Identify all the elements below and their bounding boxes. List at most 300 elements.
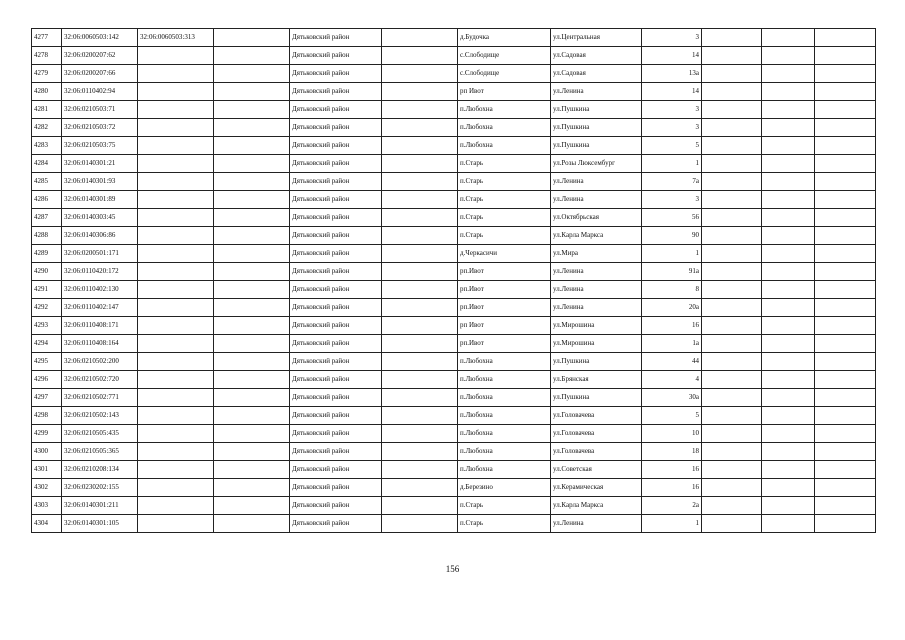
empty-cell [702,515,762,533]
street-cell: ул.Ленина [551,299,642,317]
empty-cell [702,317,762,335]
empty-cell [815,443,876,461]
empty-cell [382,137,458,155]
empty-cell [702,155,762,173]
house-number-cell: 56 [642,209,702,227]
empty-cell [815,101,876,119]
cadastral-number-cell: 32:06:0210505:435 [62,425,138,443]
empty-cell [382,371,458,389]
parent-cadastral-number-cell [138,47,214,65]
street-cell: ул.Октябрьская [551,209,642,227]
row-number-cell: 4293 [32,317,62,335]
empty-cell [214,227,290,245]
empty-cell [762,479,815,497]
empty-cell [702,101,762,119]
cadastral-number-cell: 32:06:0110402:94 [62,83,138,101]
empty-cell [815,317,876,335]
district-cell: Дятьковский район [290,515,382,533]
settlement-cell: с.Слободище [458,65,551,83]
empty-cell [702,245,762,263]
table-row [32,263,876,281]
district-cell: Дятьковский район [290,29,382,47]
cadastral-number-cell: 32:06:0110408:171 [62,317,138,335]
street-cell: ул.Головачева [551,425,642,443]
empty-cell [815,173,876,191]
settlement-cell: рп Ивот [458,83,551,101]
empty-cell [815,65,876,83]
parent-cadastral-number-cell: 32:06:0060503:313 [138,29,214,47]
house-number-cell: 10 [642,425,702,443]
empty-cell [815,425,876,443]
house-number-cell: 1а [642,335,702,353]
street-cell: ул.Центральная [551,29,642,47]
empty-cell [702,47,762,65]
row-number-cell: 4297 [32,389,62,407]
row-number-cell: 4300 [32,443,62,461]
empty-cell [214,173,290,191]
parent-cadastral-number-cell [138,425,214,443]
settlement-cell: д.Черкасичи [458,245,551,263]
street-cell: ул.Ленина [551,173,642,191]
empty-cell [762,101,815,119]
empty-cell [382,65,458,83]
table-row [32,335,876,353]
empty-cell [382,335,458,353]
street-cell: ул.Головачева [551,443,642,461]
empty-cell [815,515,876,533]
settlement-cell: рп.Ивот [458,335,551,353]
empty-cell [382,299,458,317]
street-cell: ул.Пушкина [551,119,642,137]
settlement-cell: п.Любохна [458,371,551,389]
cadastral-number-cell: 32:06:0140301:211 [62,497,138,515]
house-number-cell: 30а [642,389,702,407]
empty-cell [382,245,458,263]
settlement-cell: п.Старь [458,191,551,209]
row-number-cell: 4292 [32,299,62,317]
district-cell: Дятьковский район [290,443,382,461]
empty-cell [702,83,762,101]
district-cell: Дятьковский район [290,65,382,83]
cadastral-number-cell: 32:06:0200501:171 [62,245,138,263]
street-cell: ул.Керамическая [551,479,642,497]
street-cell: ул.Брянская [551,371,642,389]
empty-cell [815,209,876,227]
parent-cadastral-number-cell [138,155,214,173]
empty-cell [815,29,876,47]
empty-cell [214,461,290,479]
parent-cadastral-number-cell [138,173,214,191]
empty-cell [382,173,458,191]
row-number-cell: 4289 [32,245,62,263]
parent-cadastral-number-cell [138,389,214,407]
empty-cell [702,497,762,515]
district-cell: Дятьковский район [290,227,382,245]
empty-cell [382,83,458,101]
parent-cadastral-number-cell [138,479,214,497]
parent-cadastral-number-cell [138,497,214,515]
table-row [32,245,876,263]
table-row [32,425,876,443]
settlement-cell: п.Старь [458,173,551,191]
district-cell: Дятьковский район [290,209,382,227]
street-cell: ул.Пушкина [551,389,642,407]
empty-cell [702,173,762,191]
table-row [32,29,876,47]
row-number-cell: 4303 [32,497,62,515]
empty-cell [382,281,458,299]
registry-table-body [32,29,876,533]
street-cell: ул.Ленина [551,281,642,299]
cadastral-number-cell: 32:06:0210208:134 [62,461,138,479]
house-number-cell: 3 [642,119,702,137]
page-number: 156 [445,564,460,574]
parent-cadastral-number-cell [138,83,214,101]
row-number-cell: 4298 [32,407,62,425]
row-number-cell: 4284 [32,155,62,173]
row-number-cell: 4294 [32,335,62,353]
parent-cadastral-number-cell [138,461,214,479]
empty-cell [762,407,815,425]
empty-cell [382,497,458,515]
row-number-cell: 4277 [32,29,62,47]
street-cell: ул.Пушкина [551,353,642,371]
table-row [32,353,876,371]
house-number-cell: 90 [642,227,702,245]
cadastral-number-cell: 32:06:0210503:71 [62,101,138,119]
settlement-cell: д.Будочка [458,29,551,47]
empty-cell [815,371,876,389]
district-cell: Дятьковский район [290,389,382,407]
empty-cell [762,65,815,83]
empty-cell [214,65,290,83]
empty-cell [762,443,815,461]
settlement-cell: п.Любохна [458,137,551,155]
empty-cell [702,137,762,155]
district-cell: Дятьковский район [290,155,382,173]
parent-cadastral-number-cell [138,263,214,281]
table-row [32,209,876,227]
row-number-cell: 4281 [32,101,62,119]
district-cell: Дятьковский район [290,83,382,101]
empty-cell [214,353,290,371]
empty-cell [214,137,290,155]
empty-cell [815,83,876,101]
empty-cell [702,335,762,353]
house-number-cell: 5 [642,407,702,425]
cadastral-number-cell: 32:06:0230202:155 [62,479,138,497]
parent-cadastral-number-cell [138,407,214,425]
empty-cell [214,191,290,209]
empty-cell [702,425,762,443]
cadastral-number-cell: 32:06:0140301:89 [62,191,138,209]
street-cell: ул.Розы Люксембург [551,155,642,173]
parent-cadastral-number-cell [138,317,214,335]
empty-cell [815,155,876,173]
table-row [32,101,876,119]
empty-cell [214,83,290,101]
settlement-cell: п.Старь [458,209,551,227]
house-number-cell: 3 [642,191,702,209]
table-row [32,281,876,299]
district-cell: Дятьковский район [290,479,382,497]
empty-cell [702,29,762,47]
house-number-cell: 44 [642,353,702,371]
street-cell: ул.Карла Маркса [551,497,642,515]
empty-cell [702,371,762,389]
empty-cell [762,209,815,227]
empty-cell [702,119,762,137]
table-row [32,227,876,245]
empty-cell [214,497,290,515]
empty-cell [214,299,290,317]
row-number-cell: 4279 [32,65,62,83]
cadastral-number-cell: 32:06:0060503:142 [62,29,138,47]
empty-cell [762,335,815,353]
settlement-cell: рп.Ивот [458,299,551,317]
district-cell: Дятьковский район [290,47,382,65]
street-cell: ул.Мирошина [551,335,642,353]
empty-cell [815,335,876,353]
settlement-cell: рп Ивот [458,317,551,335]
empty-cell [702,65,762,83]
cadastral-number-cell: 32:06:0200207:66 [62,65,138,83]
house-number-cell: 2а [642,497,702,515]
empty-cell [702,191,762,209]
empty-cell [702,227,762,245]
row-number-cell: 4291 [32,281,62,299]
street-cell: ул.Ленина [551,263,642,281]
empty-cell [762,461,815,479]
empty-cell [214,281,290,299]
table-row [32,515,876,533]
table-row [32,389,876,407]
house-number-cell: 5 [642,137,702,155]
empty-cell [214,425,290,443]
settlement-cell: п.Старь [458,155,551,173]
street-cell: ул.Пушкина [551,137,642,155]
row-number-cell: 4280 [32,83,62,101]
empty-cell [815,227,876,245]
empty-cell [815,119,876,137]
parent-cadastral-number-cell [138,443,214,461]
settlement-cell: п.Любохна [458,407,551,425]
house-number-cell: 16 [642,461,702,479]
cadastral-number-cell: 32:06:0110408:164 [62,335,138,353]
house-number-cell: 18 [642,443,702,461]
empty-cell [762,29,815,47]
empty-cell [702,389,762,407]
district-cell: Дятьковский район [290,173,382,191]
empty-cell [702,443,762,461]
district-cell: Дятьковский район [290,191,382,209]
parent-cadastral-number-cell [138,335,214,353]
settlement-cell: п.Любохна [458,119,551,137]
table-row [32,443,876,461]
empty-cell [382,389,458,407]
cadastral-number-cell: 32:06:0140301:21 [62,155,138,173]
street-cell: ул.Головачева [551,407,642,425]
parent-cadastral-number-cell [138,209,214,227]
empty-cell [382,461,458,479]
empty-cell [214,443,290,461]
empty-cell [214,101,290,119]
cadastral-number-cell: 32:06:0140301:93 [62,173,138,191]
empty-cell [762,263,815,281]
table-row [32,497,876,515]
empty-cell [382,209,458,227]
row-number-cell: 4278 [32,47,62,65]
table-row [32,65,876,83]
empty-cell [815,263,876,281]
house-number-cell: 14 [642,83,702,101]
settlement-cell: рп.Ивот [458,263,551,281]
parent-cadastral-number-cell [138,281,214,299]
row-number-cell: 4285 [32,173,62,191]
district-cell: Дятьковский район [290,335,382,353]
table-row [32,299,876,317]
house-number-cell: 1 [642,245,702,263]
table-row [32,317,876,335]
street-cell: ул.Ленина [551,83,642,101]
empty-cell [815,47,876,65]
empty-cell [815,353,876,371]
district-cell: Дятьковский район [290,497,382,515]
cadastral-number-cell: 32:06:0210502:771 [62,389,138,407]
empty-cell [382,191,458,209]
empty-cell [382,101,458,119]
street-cell: ул.Садовая [551,47,642,65]
empty-cell [214,29,290,47]
district-cell: Дятьковский район [290,119,382,137]
settlement-cell: п.Любохна [458,389,551,407]
empty-cell [382,47,458,65]
empty-cell [762,353,815,371]
house-number-cell: 8 [642,281,702,299]
row-number-cell: 4302 [32,479,62,497]
settlement-cell: п.Любохна [458,353,551,371]
empty-cell [762,83,815,101]
empty-cell [382,155,458,173]
settlement-cell: п.Старь [458,515,551,533]
empty-cell [702,479,762,497]
empty-cell [702,281,762,299]
house-number-cell: 4 [642,371,702,389]
table-row [32,119,876,137]
street-cell: ул.Пушкина [551,101,642,119]
settlement-cell: п.Старь [458,497,551,515]
table-row [32,173,876,191]
row-number-cell: 4299 [32,425,62,443]
street-cell: ул.Мира [551,245,642,263]
empty-cell [762,317,815,335]
parent-cadastral-number-cell [138,101,214,119]
empty-cell [762,515,815,533]
house-number-cell: 1 [642,155,702,173]
table-row [32,83,876,101]
cadastral-number-cell: 32:06:0210503:72 [62,119,138,137]
empty-cell [762,389,815,407]
empty-cell [815,407,876,425]
district-cell: Дятьковский район [290,461,382,479]
parent-cadastral-number-cell [138,227,214,245]
table-row [32,191,876,209]
empty-cell [815,497,876,515]
empty-cell [702,461,762,479]
row-number-cell: 4287 [32,209,62,227]
empty-cell [762,425,815,443]
empty-cell [815,461,876,479]
house-number-cell: 1 [642,515,702,533]
house-number-cell: 20а [642,299,702,317]
street-cell: ул.Карла Маркса [551,227,642,245]
house-number-cell: 3 [642,101,702,119]
empty-cell [214,479,290,497]
empty-cell [815,281,876,299]
table-row [32,371,876,389]
empty-cell [214,155,290,173]
district-cell: Дятьковский район [290,299,382,317]
cadastral-number-cell: 32:06:0210505:365 [62,443,138,461]
empty-cell [382,353,458,371]
settlement-cell: рп.Ивот [458,281,551,299]
empty-cell [382,443,458,461]
district-cell: Дятьковский район [290,317,382,335]
district-cell: Дятьковский район [290,371,382,389]
house-number-cell: 16 [642,479,702,497]
row-number-cell: 4288 [32,227,62,245]
empty-cell [702,353,762,371]
empty-cell [762,497,815,515]
street-cell: ул.Садовая [551,65,642,83]
house-number-cell: 7а [642,173,702,191]
row-number-cell: 4283 [32,137,62,155]
parent-cadastral-number-cell [138,119,214,137]
empty-cell [762,155,815,173]
house-number-cell: 3 [642,29,702,47]
empty-cell [762,137,815,155]
street-cell: ул.Советская [551,461,642,479]
district-cell: Дятьковский район [290,353,382,371]
empty-cell [214,515,290,533]
parent-cadastral-number-cell [138,353,214,371]
table-row [32,461,876,479]
street-cell: ул.Ленина [551,515,642,533]
empty-cell [702,263,762,281]
empty-cell [214,209,290,227]
parent-cadastral-number-cell [138,137,214,155]
empty-cell [382,263,458,281]
empty-cell [382,29,458,47]
empty-cell [214,407,290,425]
empty-cell [762,191,815,209]
settlement-cell: п.Любохна [458,461,551,479]
empty-cell [762,227,815,245]
cadastral-number-cell: 32:06:0110402:130 [62,281,138,299]
parent-cadastral-number-cell [138,515,214,533]
district-cell: Дятьковский район [290,407,382,425]
cadastral-number-cell: 32:06:0210503:75 [62,137,138,155]
empty-cell [214,263,290,281]
parent-cadastral-number-cell [138,191,214,209]
parent-cadastral-number-cell [138,299,214,317]
empty-cell [382,227,458,245]
cadastral-number-cell: 32:06:0110402:147 [62,299,138,317]
empty-cell [382,479,458,497]
empty-cell [214,245,290,263]
settlement-cell: п.Любохна [458,101,551,119]
empty-cell [815,191,876,209]
